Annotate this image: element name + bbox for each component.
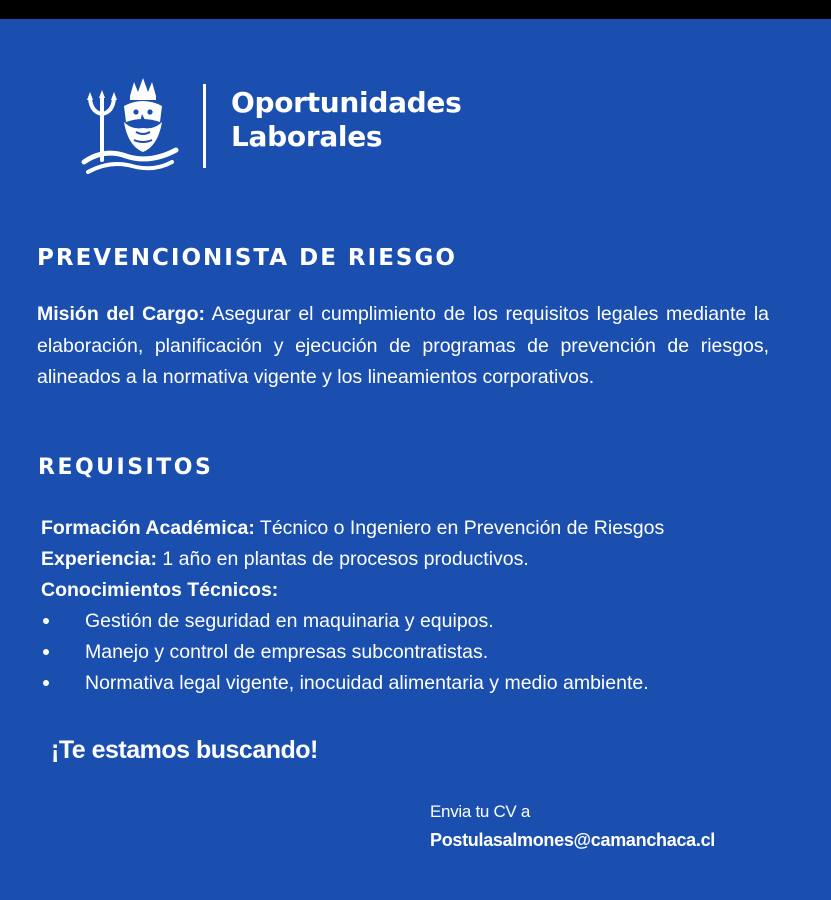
top-bar: [0, 0, 831, 19]
mission-text: Asegurar el cumplimiento de los requisitos legales mediante la elaboración, planificación y ejecución de programas de prevención de riesgos, alineados a la normativa vigente y los lineamientos corporativos.: [37, 303, 770, 388]
brand-title: [231, 86, 461, 154]
job-title: PREVENCIONISTA DE RIESGO: [37, 245, 457, 271]
list-item: [41, 606, 801, 637]
experience-line: [41, 544, 801, 575]
apply-label: Envia tu CV a: [430, 802, 531, 821]
bullet-dot-icon: [43, 618, 49, 624]
list-item: [41, 637, 801, 668]
bullet-dot-icon: [43, 649, 49, 655]
mission-label: Misión del Cargo:: [37, 303, 206, 325]
list-item-text: Manejo y control de empresas subcontratistas.: [85, 641, 489, 663]
brand-line-2: Laborales: [231, 120, 383, 153]
experience-label: Experiencia:: [41, 548, 157, 570]
knowledge-label: Conocimientos Técnicos:: [41, 579, 279, 601]
neptune-trident-logo-icon: [80, 76, 180, 176]
knowledge-bullets: [41, 606, 801, 699]
education-value: Técnico o Ingeniero en Prevención de Riesgos: [254, 517, 665, 539]
knowledge-line: [41, 575, 801, 606]
call-to-action: ¡Te estamos buscando!: [51, 736, 318, 764]
requirements-title: REQUISITOS: [38, 455, 214, 480]
apply-email[interactable]: Postulasalmones@camanchaca.cl: [430, 830, 715, 850]
education-label: Formación Académica:: [41, 517, 255, 539]
education-line: [41, 513, 801, 544]
list-item: [41, 668, 801, 699]
brand-line-1: Oportunidades: [231, 86, 462, 119]
experience-value: 1 año en plantas de procesos productivos.: [156, 548, 529, 570]
requirements-list: [41, 513, 801, 699]
list-item-text: Normativa legal vigente, inocuidad alimentaria y medio ambiente.: [85, 672, 649, 694]
list-item-text: Gestión de seguridad en maquinaria y equipos.: [85, 610, 494, 632]
bullet-dot-icon: [43, 680, 49, 686]
logo-divider: [203, 84, 206, 168]
mission-paragraph: [37, 299, 769, 394]
apply-section: [430, 797, 715, 855]
